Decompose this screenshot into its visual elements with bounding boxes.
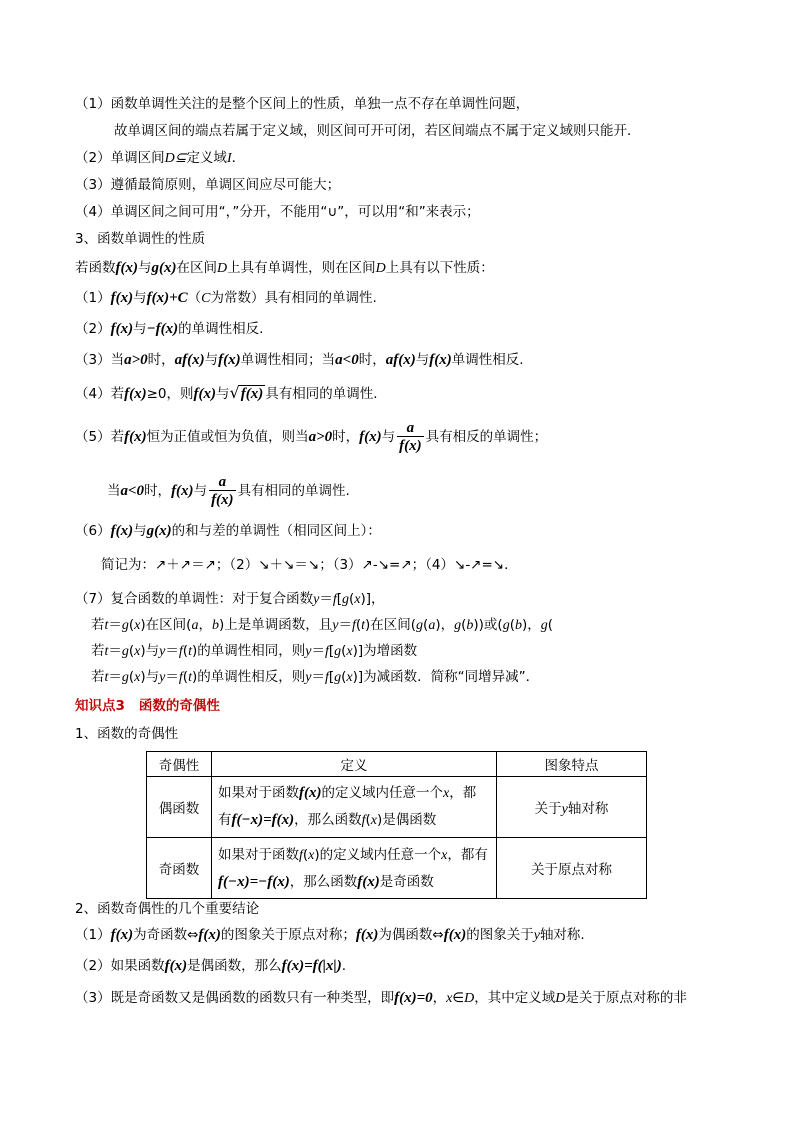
math: f(x) bbox=[198, 927, 221, 943]
property-2 bbox=[75, 320, 263, 338]
math: f(x) bbox=[115, 260, 138, 276]
math: a>0 bbox=[308, 429, 333, 445]
note-4: （4）单调区间之间可用“，”分开，不能用“∪”，可以用“和”来表示； bbox=[75, 204, 480, 220]
t: 与 bbox=[415, 352, 430, 368]
t: （3）既是奇函数又是偶函数的函数只有一种类型，即 bbox=[75, 990, 395, 1006]
math: x bbox=[134, 670, 141, 685]
definition-line bbox=[218, 780, 490, 807]
property-5 bbox=[75, 418, 547, 456]
math: f bbox=[299, 847, 303, 863]
property-7-line-c bbox=[91, 668, 539, 687]
t: 单调性相反. bbox=[451, 352, 524, 368]
conclusions-title: 2、函数奇偶性的几个重要结论 bbox=[75, 901, 260, 917]
t: ＝ bbox=[108, 669, 122, 685]
note-1: （1）函数单调性关注的是整个区间上的性质，单独一点不存在单调性问题， bbox=[75, 96, 530, 112]
math: x bbox=[346, 644, 353, 659]
math: D bbox=[555, 991, 566, 1006]
t: 与 bbox=[133, 523, 147, 539]
math: g(x) bbox=[151, 260, 177, 276]
math: g bbox=[454, 618, 462, 633]
t: （ bbox=[187, 290, 202, 306]
t: ( bbox=[509, 617, 515, 633]
t: )是偶函数 bbox=[377, 812, 437, 828]
math: a bbox=[428, 618, 436, 633]
math: af(x) bbox=[174, 352, 205, 368]
table-header: 奇偶性 bbox=[147, 752, 212, 777]
math: x bbox=[370, 813, 377, 828]
math: f(x) bbox=[193, 386, 216, 402]
t: 若 bbox=[91, 669, 105, 685]
math: f bbox=[178, 644, 183, 659]
math: f(x) bbox=[443, 927, 467, 943]
t: 在区间 bbox=[176, 260, 217, 276]
t: )]为增函数 bbox=[352, 643, 418, 659]
math: f bbox=[332, 592, 337, 607]
fraction bbox=[397, 420, 424, 455]
math: g bbox=[416, 618, 424, 633]
t: )与 bbox=[140, 643, 160, 659]
denominator: f(x) bbox=[211, 491, 234, 508]
t: （5）若 bbox=[75, 429, 125, 445]
math: x bbox=[134, 644, 141, 659]
t: ( bbox=[128, 669, 135, 685]
t: ( bbox=[547, 617, 554, 633]
t: . bbox=[341, 958, 347, 974]
t: )， bbox=[435, 617, 455, 633]
t: )在区间( bbox=[365, 617, 417, 633]
math: f(x)=f(|x|) bbox=[281, 958, 342, 974]
t: ，那么函数 bbox=[289, 873, 358, 890]
t: )]为减函数．简称“同增异减”． bbox=[352, 669, 540, 685]
t: 与 bbox=[133, 290, 147, 306]
t: ，那么函数 bbox=[294, 812, 362, 828]
math: f(−x)=f(x) bbox=[231, 812, 295, 828]
math: t bbox=[104, 670, 109, 685]
t: 是关于原点对称的非 bbox=[565, 990, 687, 1006]
table-cell-definition bbox=[212, 838, 497, 899]
math: x bbox=[441, 847, 448, 863]
math: f(x) bbox=[171, 483, 194, 499]
math: a<0 bbox=[335, 352, 359, 368]
math: f(x) bbox=[355, 927, 379, 943]
note-2-text: （2）单调区间 bbox=[75, 150, 165, 166]
t: （2） bbox=[75, 321, 111, 337]
t: 与 bbox=[381, 429, 396, 445]
table-cell-feature bbox=[497, 777, 647, 838]
t: 与 bbox=[204, 352, 219, 368]
table-cell-definition bbox=[212, 777, 497, 838]
math: x bbox=[346, 670, 353, 685]
numerator: a bbox=[397, 420, 424, 437]
math: f bbox=[324, 670, 329, 685]
math: x bbox=[308, 847, 315, 863]
math: f(x) bbox=[110, 290, 134, 306]
t: ( bbox=[182, 643, 189, 659]
conclusion-2 bbox=[75, 957, 346, 975]
t: [ bbox=[328, 643, 335, 659]
t: ＝ bbox=[108, 617, 122, 633]
math: y bbox=[159, 644, 166, 659]
math: y bbox=[533, 928, 540, 943]
math: C bbox=[201, 291, 211, 306]
t: 当 bbox=[107, 483, 121, 499]
math: y bbox=[305, 670, 312, 685]
t: )的单调性相同，则 bbox=[191, 643, 306, 659]
t: 时， bbox=[144, 483, 172, 499]
property-1 bbox=[75, 289, 377, 308]
t: 上具有单调性，则在区间 bbox=[227, 260, 376, 276]
math: g bbox=[334, 670, 342, 685]
property-6 bbox=[75, 522, 381, 540]
math: f(x)+C bbox=[146, 290, 188, 306]
t: )上是单调函数，且 bbox=[218, 617, 333, 633]
t: 若 bbox=[91, 617, 105, 633]
math: y bbox=[305, 644, 312, 659]
t: 时， bbox=[332, 429, 360, 445]
math: x bbox=[134, 618, 141, 633]
t: 如果对于函数 bbox=[218, 785, 299, 801]
t: ， bbox=[198, 617, 212, 633]
t: ，都 bbox=[449, 785, 477, 801]
math: f(−x)=−f(x) bbox=[218, 873, 290, 890]
math: t bbox=[104, 618, 109, 633]
math: t bbox=[104, 644, 109, 659]
knowledge-point-3-heading bbox=[75, 697, 220, 715]
t: （6） bbox=[75, 523, 111, 539]
t: ＝ bbox=[338, 617, 352, 633]
t: ＝ bbox=[319, 591, 333, 607]
section-3-title: 3、函数单调性的性质 bbox=[75, 231, 206, 247]
math: b bbox=[211, 618, 219, 633]
t: 有 bbox=[218, 812, 232, 828]
property-7-line-a bbox=[91, 616, 553, 635]
note-2-math: D⊆ bbox=[164, 151, 187, 166]
t: ， bbox=[432, 990, 447, 1006]
math: f(x) bbox=[110, 321, 134, 337]
math: f(x) bbox=[124, 429, 147, 445]
t: ( bbox=[341, 643, 347, 659]
t: [ bbox=[336, 591, 342, 607]
math: f(x) bbox=[218, 352, 241, 368]
math: g(x) bbox=[146, 523, 172, 539]
property-3 bbox=[75, 351, 524, 369]
t: 轴对称. bbox=[539, 927, 585, 943]
math: f(x) bbox=[357, 873, 380, 890]
definition-line bbox=[218, 869, 490, 895]
math: f(x) bbox=[110, 523, 134, 539]
math: D bbox=[464, 991, 475, 1006]
t: 时， bbox=[358, 352, 386, 368]
t: ( bbox=[348, 591, 355, 607]
t: 为偶函数⇔ bbox=[378, 927, 444, 943]
math: a>0 bbox=[124, 352, 148, 368]
fraction bbox=[209, 474, 236, 509]
math: f(x)=0 bbox=[394, 990, 433, 1006]
t: 与 bbox=[216, 386, 230, 402]
math: x bbox=[354, 592, 361, 607]
t: 与 bbox=[133, 321, 147, 337]
t: 若 bbox=[91, 643, 105, 659]
t: ( bbox=[182, 669, 189, 685]
t: ( bbox=[128, 617, 135, 633]
t: ( bbox=[341, 669, 347, 685]
conclusion-3 bbox=[75, 989, 687, 1008]
math: f(x) bbox=[299, 785, 322, 801]
table-header-row bbox=[147, 752, 647, 777]
note-2-tail: 定义域 bbox=[186, 150, 227, 166]
table-row-odd bbox=[147, 838, 647, 899]
t: 是奇函数 bbox=[379, 873, 434, 890]
t: ＝ bbox=[311, 643, 325, 659]
math: f bbox=[351, 618, 356, 633]
t: 为常数）具有相同的单调性. bbox=[210, 290, 377, 306]
t: 具有相同的单调性. bbox=[237, 483, 350, 499]
property-5-continued bbox=[107, 472, 350, 510]
table-header: 图象特点 bbox=[497, 752, 647, 777]
t: ( bbox=[128, 643, 135, 659]
t: 上具有以下性质： bbox=[385, 260, 494, 276]
note-3: （3）遵循最简原则，单调区间应尽可能大； bbox=[75, 177, 341, 193]
t: 具有相反的单调性； bbox=[425, 429, 548, 445]
knowledge-point-title: 函数的奇偶性 bbox=[138, 698, 220, 714]
t: ))或( bbox=[473, 617, 503, 633]
math: x bbox=[446, 991, 453, 1006]
math: y bbox=[332, 618, 339, 633]
sqrt-icon: √ bbox=[229, 383, 240, 402]
t: （1） bbox=[75, 927, 111, 943]
math: g bbox=[121, 618, 129, 633]
math: f bbox=[361, 813, 366, 828]
t: ( bbox=[461, 617, 467, 633]
math: f(x) bbox=[359, 429, 382, 445]
t: )]， bbox=[360, 591, 385, 607]
t: 的单调性相反. bbox=[178, 321, 264, 337]
t: 的定义域内任意一个 bbox=[321, 785, 443, 801]
math: f bbox=[178, 670, 183, 685]
math: y bbox=[159, 670, 166, 685]
note-2-domain: I bbox=[226, 151, 232, 166]
t: ＝ bbox=[311, 669, 325, 685]
t: 如果对于函数 bbox=[218, 846, 299, 863]
math: g bbox=[540, 618, 548, 633]
t: )的定义域内任意一个 bbox=[314, 846, 442, 863]
math: g bbox=[334, 644, 342, 659]
t: )的单调性相反，则 bbox=[191, 669, 306, 685]
t: 为奇函数⇔ bbox=[133, 927, 199, 943]
math: y bbox=[561, 801, 568, 817]
math: a<0 bbox=[120, 483, 145, 499]
math: t bbox=[361, 618, 365, 633]
t: 轴对称 bbox=[567, 800, 609, 817]
math: f(x) bbox=[240, 386, 264, 402]
denominator: f(x) bbox=[399, 437, 422, 454]
math: t bbox=[188, 670, 192, 685]
math: D bbox=[217, 261, 228, 276]
table-cell-feature: 关于原点对称 bbox=[497, 838, 647, 899]
table-header: 定义 bbox=[212, 752, 497, 777]
definition-line bbox=[218, 807, 490, 834]
t: ∈ bbox=[452, 990, 465, 1006]
property-4 bbox=[75, 384, 378, 403]
t: )与 bbox=[140, 669, 160, 685]
t: ≥0，则 bbox=[146, 386, 194, 402]
t: （1） bbox=[75, 290, 111, 306]
t: ，都有 bbox=[447, 846, 488, 863]
table-cell-name: 奇函数 bbox=[147, 838, 212, 899]
math: af(x) bbox=[385, 352, 416, 368]
t: （3）当 bbox=[75, 352, 125, 368]
math: x bbox=[443, 786, 450, 801]
t: ( bbox=[365, 812, 371, 828]
parity-title: 1、函数的奇偶性 bbox=[75, 726, 179, 742]
math: f(x) bbox=[110, 927, 134, 943]
math: f(x) bbox=[124, 386, 147, 402]
t: 时， bbox=[147, 352, 175, 368]
knowledge-point-label: 知识点3 bbox=[75, 698, 125, 714]
note-2-end: ． bbox=[231, 150, 246, 166]
t: ( bbox=[423, 617, 429, 633]
property-6-summary: 简记为：↗＋↗＝↗；（2）↘＋↘＝↘；（3）↗-↘=↗；（4）↘-↗=↘． bbox=[101, 557, 518, 573]
t: ( bbox=[302, 846, 309, 863]
note-1-continued: 故单调区间的端点若属于定义域，则区间可开可闭，若区间端点不属于定义域则只能开． bbox=[114, 123, 641, 139]
property-7-line-b bbox=[91, 642, 417, 661]
t: )， bbox=[521, 617, 541, 633]
t: ＝ bbox=[165, 643, 179, 659]
t: ( bbox=[355, 617, 362, 633]
t: 与 bbox=[193, 483, 208, 499]
t: [ bbox=[328, 669, 335, 685]
t: 的和与差的单调性（相同区间上）： bbox=[171, 523, 381, 539]
math: b bbox=[514, 618, 522, 633]
table-row-even bbox=[147, 777, 647, 838]
conclusion-1 bbox=[75, 926, 585, 945]
math: t bbox=[188, 644, 192, 659]
math: f bbox=[324, 644, 329, 659]
math: −f(x) bbox=[146, 321, 179, 337]
math: g bbox=[121, 670, 129, 685]
math: g bbox=[502, 618, 510, 633]
t: )在区间( bbox=[140, 617, 192, 633]
t: 是偶函数，那么 bbox=[187, 958, 282, 974]
note-2 bbox=[75, 149, 245, 168]
t: 具有相同的单调性. bbox=[265, 386, 378, 402]
t: 的图象关于 bbox=[466, 927, 534, 943]
math: f(x) bbox=[164, 958, 188, 974]
property-7 bbox=[75, 590, 385, 609]
t: ，其中定义域 bbox=[474, 990, 556, 1006]
math: y bbox=[313, 592, 320, 607]
math: a bbox=[191, 618, 199, 633]
t: ＝ bbox=[108, 643, 122, 659]
t: （4）若 bbox=[75, 386, 125, 402]
t: 的图象关于原点对称； bbox=[220, 927, 356, 943]
t: 恒为正值或恒为负值，则当 bbox=[146, 429, 309, 445]
numerator: a bbox=[209, 474, 236, 491]
t: 与 bbox=[138, 260, 152, 276]
t: 单调性相同；当 bbox=[240, 352, 336, 368]
math: f(x) bbox=[429, 352, 452, 368]
t: ＝ bbox=[165, 669, 179, 685]
section-3-intro bbox=[75, 259, 494, 278]
t: 关于 bbox=[534, 800, 562, 817]
math: g bbox=[121, 644, 129, 659]
parity-table bbox=[146, 751, 647, 899]
math: g bbox=[341, 592, 349, 607]
math: D bbox=[375, 261, 386, 276]
t: （7）复合函数的单调性：对于复合函数 bbox=[75, 591, 314, 607]
t: 若函数 bbox=[75, 260, 116, 276]
table-cell-name: 偶函数 bbox=[147, 777, 212, 838]
math: b bbox=[466, 618, 474, 633]
t: （2）如果函数 bbox=[75, 958, 165, 974]
definition-line bbox=[218, 842, 490, 869]
